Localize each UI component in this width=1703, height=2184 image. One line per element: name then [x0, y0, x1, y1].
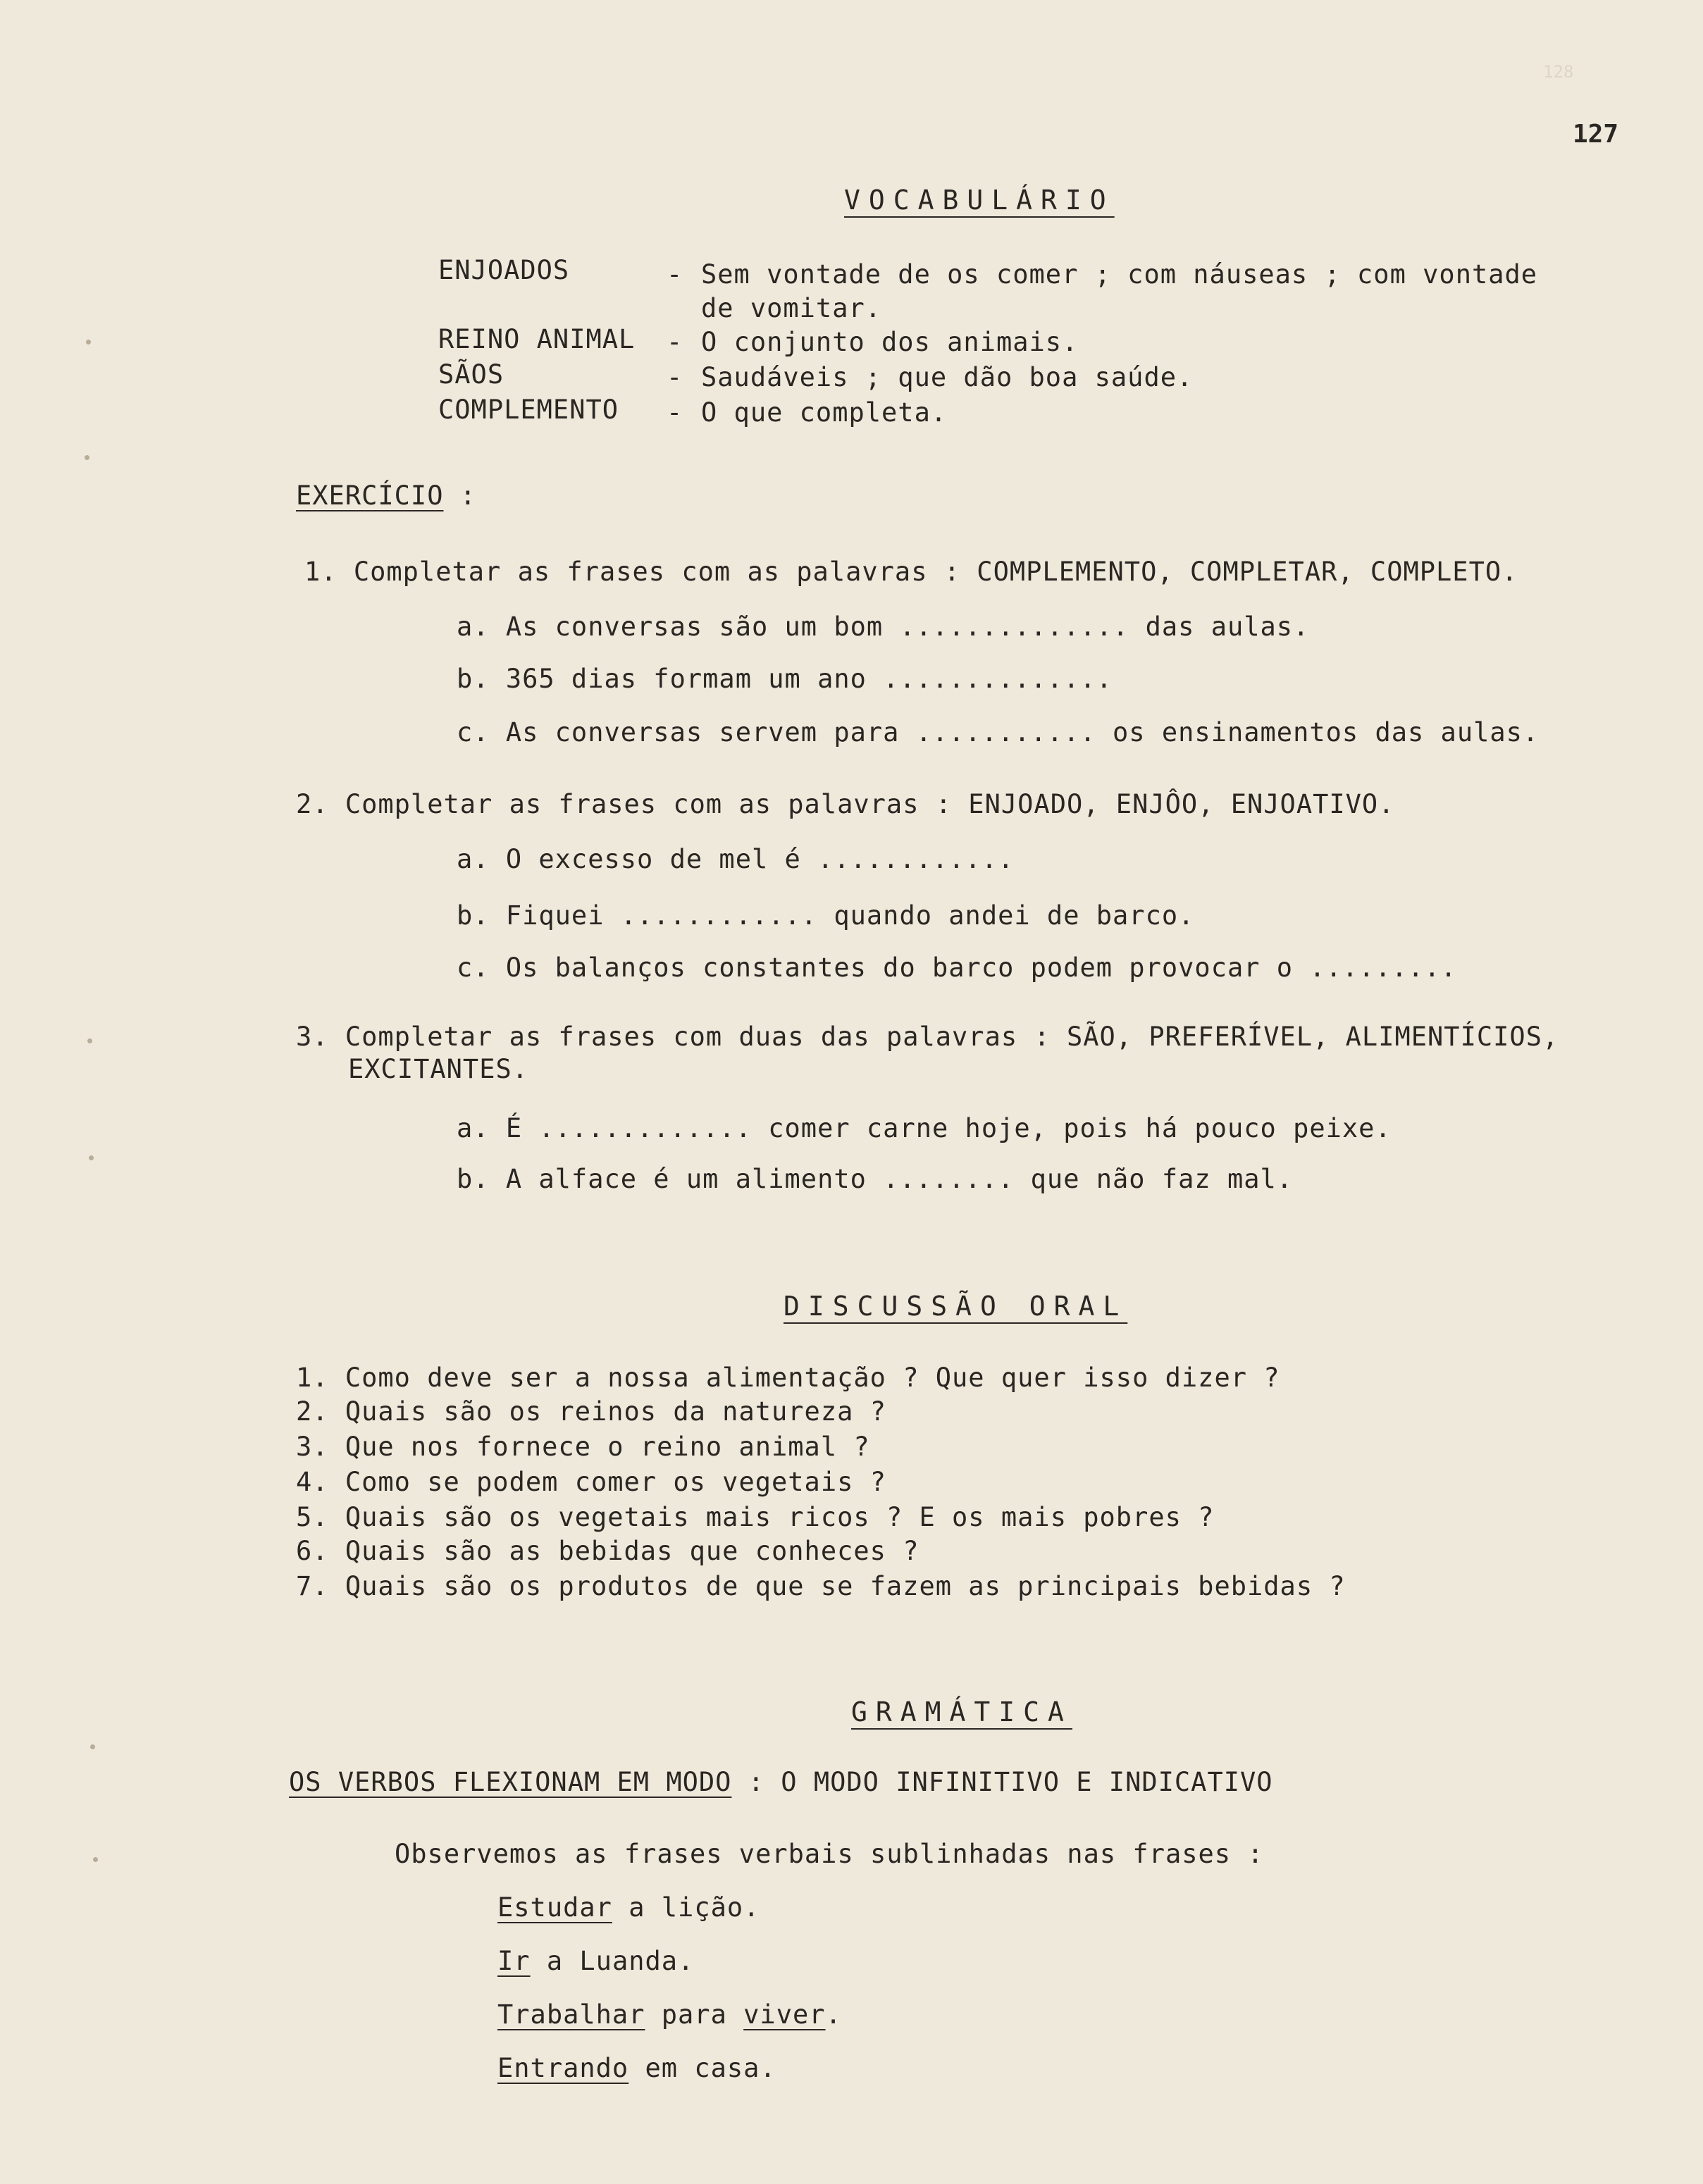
vocab-term: COMPLEMENTO [438, 395, 619, 425]
vocab-definition: Saudáveis ; que dão boa saúde. [701, 362, 1194, 392]
discussion-question: 2. Quais são os reinos da natureza ? [296, 1396, 886, 1427]
exercise-item: b. 365 dias formam um ano .............. [457, 664, 1113, 694]
vocab-definition-cont: de vomitar. [701, 293, 882, 323]
example-verb: Estudar [497, 1892, 612, 1923]
example-verb: Entrando [497, 2053, 629, 2083]
vocab-definition: O que completa. [701, 397, 948, 428]
margin-spot [90, 1744, 95, 1749]
example-text: a lição. [612, 1892, 760, 1923]
discussion-question: 4. Como se podem comer os vegetais ? [296, 1467, 886, 1497]
exercise-item: b. Fiquei ............ quando andei de barco. [457, 900, 1195, 931]
gramatica-heading: GRAMÁTICA [851, 1696, 1072, 1727]
vocab-dash: - [667, 327, 683, 357]
example-end: . [825, 1999, 842, 2030]
exercise-1-prompt: 1. Completar as frases com as palavras : COMPLEMENTO, COMPLETAR, COMPLETO. [304, 557, 1518, 587]
vocabulario-heading: VOCABULÁRIO [844, 185, 1115, 216]
exercise-2-prompt: 2. Completar as frases com as palavras : ENJOADO, ENJÔO, ENJOATIVO. [296, 789, 1395, 819]
vocab-term: ENJOADOS [438, 255, 570, 285]
exercise-item: a. É ............. comer carne hoje, pois há pouco peixe. [457, 1113, 1392, 1143]
exercise-3-prompt: 3. Completar as frases com duas das palavras : SÃO, PREFERÍVEL, ALIMENTÍCIOS, [296, 1022, 1559, 1052]
vocab-term: REINO ANIMAL [438, 324, 636, 354]
grammar-example [497, 1892, 760, 1923]
margin-spot [85, 455, 89, 460]
grammar-example [497, 1999, 842, 2030]
example-verb-2: viver [743, 1999, 826, 2030]
discussion-question: 7. Quais são os produtos de que se fazem as principais bebidas ? [296, 1571, 1346, 1601]
vocab-dash: - [667, 397, 683, 428]
exercise-item: b. A alface é um alimento ........ que não faz mal. [457, 1164, 1294, 1194]
discussion-question: 1. Como deve ser a nossa alimentação ? Que quer isso dizer ? [296, 1363, 1280, 1393]
exercicio-heading: EXERCÍCIO [296, 480, 444, 511]
margin-spot [89, 1155, 94, 1160]
exercise-item: c. As conversas servem para ........... os ensinamentos das aulas. [457, 717, 1540, 747]
exercise-item: a. As conversas são um bom .............. das aulas. [457, 612, 1310, 642]
example-text: em casa. [628, 2053, 776, 2083]
margin-spot [86, 340, 91, 345]
exercise-3-prompt-cont: EXCITANTES. [348, 1054, 529, 1084]
gramatica-subtitle [289, 1767, 1273, 1797]
example-verb: Ir [497, 1946, 531, 1976]
discussion-question: 6. Quais são as bebidas que conheces ? [296, 1536, 919, 1566]
vocab-term: SÃOS [438, 359, 504, 390]
example-text: para [645, 1999, 744, 2030]
vocab-dash: - [667, 259, 683, 290]
grammar-example [497, 1946, 694, 1976]
bleed-page-number: 128 [1543, 62, 1574, 82]
margin-spot [93, 1857, 98, 1862]
page-number: 127 [1573, 120, 1619, 149]
gramatica-subtitle-underlined: OS VERBOS FLEXIONAM EM MODO [289, 1767, 732, 1797]
discussion-question: 3. Que nos fornece o reino animal ? [296, 1432, 870, 1462]
exercicio-colon: : [459, 480, 477, 511]
exercicio-heading-row [296, 480, 476, 511]
example-text: a Luanda. [530, 1946, 695, 1976]
gramatica-intro: Observemos as frases verbais sublinhadas nas frases : [395, 1839, 1264, 1869]
vocab-definition: O conjunto dos animais. [701, 327, 1079, 357]
vocab-dash: - [667, 362, 683, 392]
vocab-definition: Sem vontade de os comer ; com náuseas ; com vontade [701, 259, 1538, 290]
discussao-heading: DISCUSSÃO ORAL [784, 1291, 1128, 1322]
discussion-question: 5. Quais são os vegetais mais ricos ? E os mais pobres ? [296, 1502, 1215, 1532]
grammar-example [497, 2053, 776, 2083]
exercise-item: a. O excesso de mel é ............ [457, 844, 1015, 874]
example-verb: Trabalhar [497, 1999, 645, 2030]
margin-spot [87, 1038, 92, 1043]
exercise-item: c. Os balanços constantes do barco podem provocar o ......... [457, 953, 1457, 983]
gramatica-subtitle-rest: : O MODO INFINITIVO E INDICATIVO [731, 1767, 1273, 1797]
